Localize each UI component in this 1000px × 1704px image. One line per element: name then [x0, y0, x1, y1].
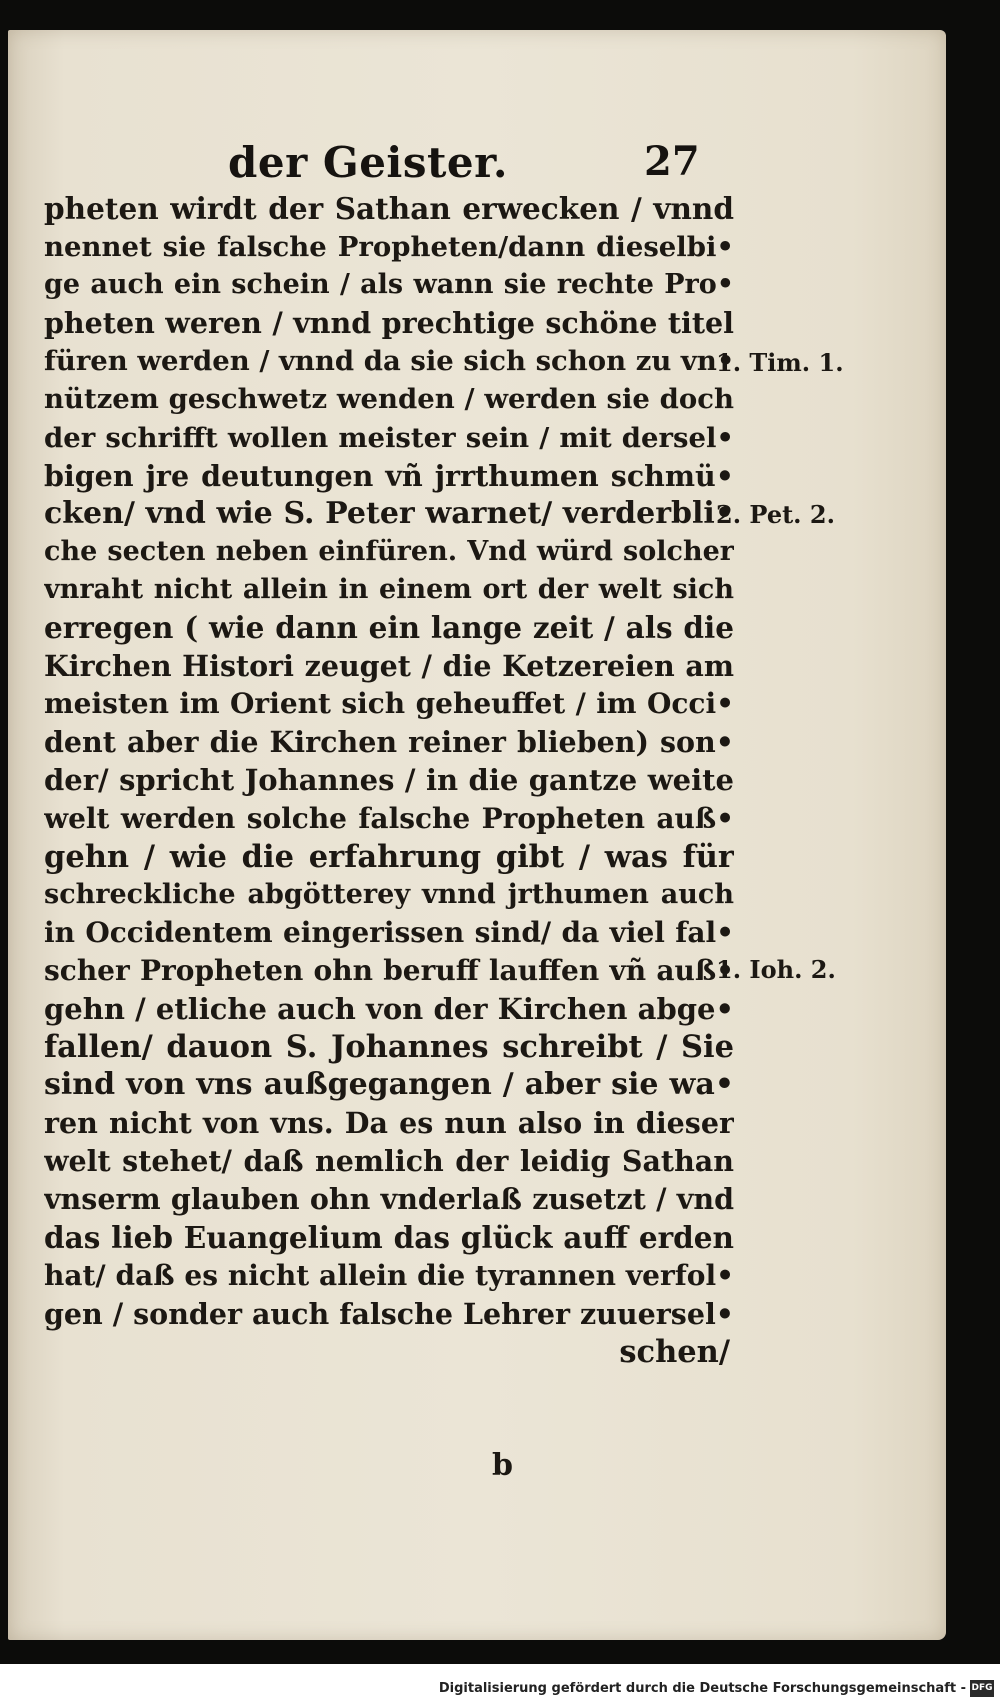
text-line: welt stehet/ daß nemlich der leidig Sathan	[44, 1144, 734, 1179]
catchword: schen/	[619, 1333, 730, 1370]
text-line: ge auch ein schein / als wann sie rechte Pro•	[44, 269, 734, 301]
text-line: sind von vns außgegangen / aber sie wa•	[44, 1067, 734, 1103]
text-line: cken/ vnd wie S. Peter warnet/ verderbli•	[44, 495, 734, 531]
margin-note-1-tim: 1. Tim. 1.	[716, 348, 844, 377]
text-line: das lieb Euangelium das glück auff erden	[44, 1219, 734, 1255]
text-line: gehn / wie die erfahrung gibt / was für	[44, 838, 734, 875]
text-line: Kirchen Histori zeuget / die Ketzereien am	[44, 649, 734, 684]
text-line: in Occidentem eingerissen sind/ da viel fal•	[44, 915, 734, 949]
page-header	[8, 138, 946, 188]
body-text	[44, 190, 734, 1371]
text-line: nennet sie falsche Propheten/dann dieselbi•	[44, 231, 734, 264]
text-line: bigen jre deutungen vñ jrrthumen schmü•	[44, 458, 734, 493]
footer-strip	[0, 1664, 1000, 1704]
text-line: ren nicht von vns. Da es nun also in dieser	[44, 1106, 734, 1141]
text-line: nützem geschwetz wenden / werden sie doch	[44, 383, 734, 416]
dfg-logo-icon: DFG	[970, 1680, 994, 1697]
margin-note-1-ioh: 1. Ioh. 2.	[716, 955, 836, 984]
text-line: pheten weren / vnnd prechtige schöne titel	[44, 306, 734, 341]
text-line: gehn / etliche auch von der Kirchen abge•	[44, 991, 734, 1026]
text-line: der/ spricht Johannes / in die gantze weite	[44, 763, 734, 798]
text-line: fallen/ dauon S. Johannes schreibt / Sie	[44, 1029, 734, 1066]
text-line: gen / sonder auch falsche Lehrer zuuersel•	[44, 1296, 734, 1331]
text-line: erregen ( wie dann ein lange zeit / als die	[44, 610, 734, 646]
text-line: meisten im Orient sich geheuffet / im Occi•	[44, 687, 734, 721]
text-line: che secten neben einfüren. Vnd würd solcher	[44, 535, 734, 567]
text-line: füren werden / vnnd da sie sich schon zu vn•	[44, 345, 734, 378]
text-line: scher Propheten ohn beruff lauffen vñ auß•	[44, 953, 734, 987]
footer-credit: Digitalisierung gefördert durch die Deutsche Forschungsgemeinschaft -	[438, 1681, 966, 1696]
text-line: dent aber die Kirchen reiner blieben) son•	[44, 725, 734, 760]
text-line: hat/ daß es nicht allein die tyrannen verfol•	[44, 1258, 734, 1292]
page-number: 27	[644, 138, 700, 185]
text-line: vnserm glauben ohn vnderlaß zusetzt / vnd	[44, 1182, 734, 1217]
running-head: der Geister.	[228, 138, 509, 187]
text-line: pheten wirdt der Sathan erwecken / vnnd	[44, 191, 734, 226]
text-line: schreckliche abgötterey vnnd jrthumen auch	[44, 878, 734, 910]
signature-mark: b	[492, 1448, 513, 1483]
margin-note-2-pet: 2. Pet. 2.	[716, 500, 835, 529]
text-line: vnraht nicht allein in einem ort der welt sich	[44, 573, 734, 605]
text-line: welt werden solche falsche Propheten auß•	[44, 801, 734, 835]
text-line: der schrifft wollen meister sein / mit dersel•	[44, 421, 734, 454]
book-page	[8, 30, 946, 1640]
